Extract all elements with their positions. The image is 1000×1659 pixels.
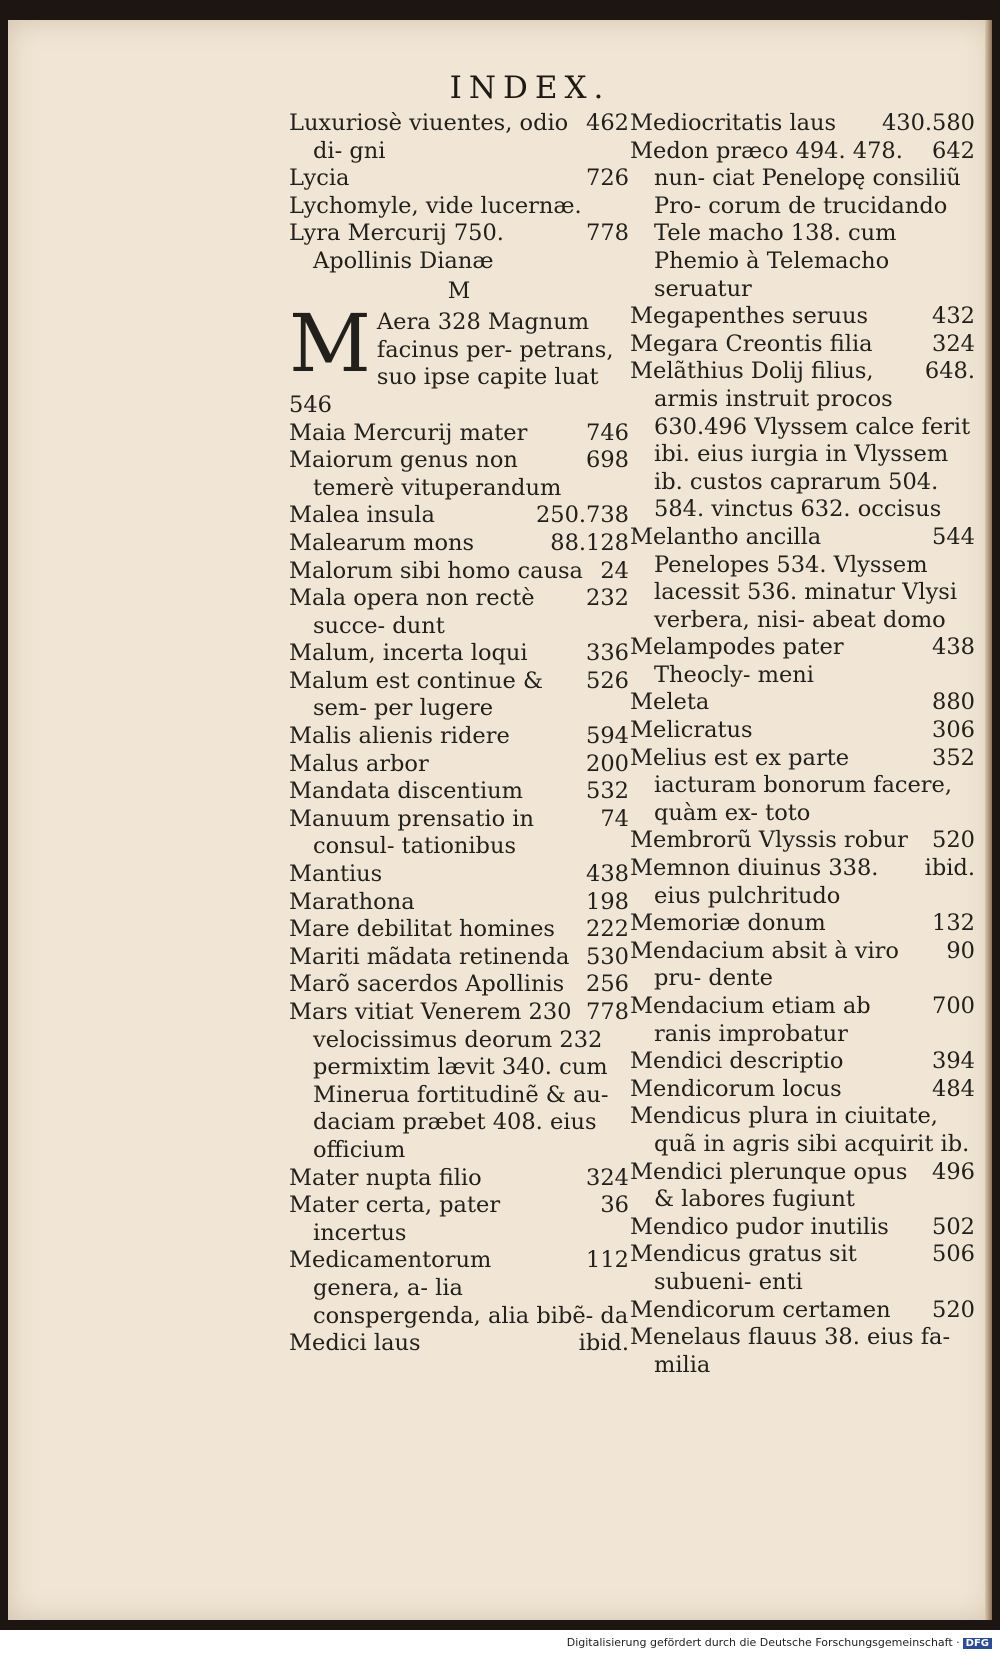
entry-text: Memoriæ donum [630, 910, 826, 937]
page-number: 462 [586, 110, 629, 136]
index-entry [630, 910, 975, 938]
page-number: 74 [600, 805, 629, 832]
entry-text: Membrorũ Vlyssis robur [630, 827, 908, 854]
page-header: INDEX. [449, 70, 611, 106]
entry-text: Melius est ex parte iacturam bonorum facere, quàm ex- toto [630, 744, 953, 826]
index-entry [289, 640, 629, 668]
index-entry [289, 420, 629, 448]
page-number: 250.738 [535, 502, 629, 529]
index-entry [630, 358, 975, 524]
index-entry [630, 1103, 975, 1158]
entry-text: Mendicus gratus sit subueni- enti [630, 1241, 857, 1295]
entry-text: Mendacium etiam ab ranis improbatur [630, 993, 871, 1047]
page-number: 506 [932, 1241, 975, 1268]
index-entry [630, 1048, 975, 1076]
index-entry [289, 1330, 629, 1358]
index-entry [289, 585, 629, 640]
page-number: 526 [586, 667, 629, 694]
entry-text: Marathona [289, 888, 415, 915]
entry-text: Mendici descriptio [630, 1048, 844, 1075]
entry-text: Menelaus flauus 38. eius fa- milia [630, 1324, 951, 1378]
index-entry [630, 745, 975, 828]
index-entry [289, 502, 629, 530]
page-number: 648. [924, 358, 975, 385]
digitization-credit [567, 1636, 992, 1649]
entry-text: Melampodes pater Theocly- meni [630, 634, 844, 688]
index-entry [289, 889, 629, 917]
index-entry [289, 1247, 629, 1330]
page-number: 700 [932, 993, 975, 1019]
index-entry [289, 668, 629, 723]
page-edge [985, 20, 992, 1620]
page-number: 198 [586, 888, 629, 915]
index-entry [630, 524, 975, 634]
entry-text: Mantius [289, 861, 383, 888]
page-number: 430.580 [881, 110, 975, 136]
index-entry [630, 1324, 975, 1379]
index-entry [289, 530, 629, 558]
entry-text: Maia Mercurij mater [289, 419, 528, 446]
index-entry [630, 1214, 975, 1242]
entry-text: Luxuriosè viuentes, odio di- gni [289, 110, 569, 164]
page-number: 222 [586, 916, 629, 943]
index-entry [630, 993, 975, 1048]
entry-text: Lychomyle, vide lucernæ. [289, 192, 582, 219]
page-number: 778 [586, 220, 629, 247]
index-entry [630, 827, 975, 855]
index-entry [289, 778, 629, 806]
entry-text: Mendico pudor inutilis [630, 1213, 889, 1240]
entry-text: Medon præco 494. 478. nun- ciat Penelopę consiliũ Pro- corum de trucidando Tele macho 138. cum Phemio à Telemacho seruatur [630, 137, 961, 302]
page-number: 256 [586, 971, 629, 998]
entry-text: Melãthius Dolij filius, armis instruit procos 630.496 Vlyssem calce ferit ibi. eius iurgia in Vlyssem ib. custos caprarum 504. 584. vinctus 632. occisus [630, 358, 971, 523]
index-entry [289, 944, 629, 972]
entry-text: Mandata discentium [289, 778, 523, 805]
page-number: 232 [586, 585, 629, 612]
page-number: 324 [586, 1164, 629, 1191]
entry-text: Meleta [630, 689, 710, 716]
index-entry [289, 861, 629, 889]
entry-text: Maiorum genus non temerè vituperandum [289, 447, 562, 501]
page-number: 642 [932, 137, 975, 164]
index-entry-dropcap [289, 297, 629, 419]
entry-text: Megapenthes seruus [630, 303, 869, 330]
index-entry [289, 1192, 629, 1247]
index-entry [289, 220, 629, 275]
entry-text: Mendacium absit à viro pru- dente [630, 937, 899, 992]
index-entry [289, 558, 629, 586]
page-number: 520 [932, 827, 975, 854]
page-number: 432 [932, 303, 975, 330]
page-number: 532 [586, 778, 629, 805]
left-column [289, 110, 629, 1358]
index-entry [630, 717, 975, 745]
dfg-logo: DFG [963, 1638, 992, 1649]
entry-text: Mendicus plura in ciuitate, quã in agris sibi acquirit ib. [630, 1103, 970, 1157]
page-number: 484 [932, 1075, 975, 1102]
credit-text: Digitalisierung gefördert durch die Deutsche Forschungsgemeinschaft · [566, 1636, 960, 1649]
entry-text: Mendicorum certamen [630, 1296, 891, 1323]
entry-text: Mater certa, pater incertus [289, 1192, 501, 1246]
index-entry [630, 1241, 975, 1296]
index-entry [630, 303, 975, 331]
entry-text: Manuum prensatio in consul- tationibus [289, 805, 534, 860]
right-column [630, 110, 975, 1379]
page-number: 698 [586, 447, 629, 474]
page-number: 394 [932, 1048, 975, 1075]
entry-text: Mars vitiat Venerem 230 velocissimus deorum 232 permixtim lævit 340. cum Minerua fortitudinẽ & au- daciam præbet 408. eius officium [289, 999, 609, 1163]
page-number: 438 [932, 634, 975, 661]
index-entry [289, 971, 629, 999]
index-entry [630, 689, 975, 717]
page-number: 502 [932, 1213, 975, 1240]
page-number: 520 [932, 1296, 975, 1323]
page-number: 438 [586, 861, 629, 888]
index-entry [289, 723, 629, 751]
index-entry [630, 331, 975, 359]
page-number: 544 [932, 523, 975, 550]
page-number: 530 [586, 943, 629, 970]
entry-text: Malum est continue & sem- per lugere [289, 667, 544, 722]
index-entry [289, 193, 629, 221]
index-entry [630, 938, 975, 993]
entry-text: Mendici plerunque opus & labores fugiunt [630, 1158, 908, 1213]
entry-text: Aera 328 Magnum facinus per- petrans, suo ipse capite luat 546 [289, 309, 614, 418]
page-number: 726 [586, 165, 629, 192]
index-entry [630, 138, 975, 304]
index-entry [630, 634, 975, 689]
index-entry [289, 447, 629, 502]
index-entry [630, 1159, 975, 1214]
page-number: 496 [932, 1158, 975, 1185]
index-entry [289, 110, 629, 165]
entry-text: Malorum sibi homo causa [289, 557, 583, 584]
page-number: 746 [586, 419, 629, 446]
entry-text: Melantho ancilla Penelopes 534. Vlyssem lacessit 536. minatur Vlysi verbera, nisi- abeat domo [630, 523, 958, 633]
entry-text: Medici laus [289, 1330, 421, 1357]
page-number: 324 [932, 330, 975, 357]
page-number: 352 [932, 744, 975, 771]
entry-text: Melicratus [630, 717, 753, 744]
index-entry [630, 855, 975, 910]
page-number: 778 [586, 999, 629, 1025]
entry-text: Malum, incerta loqui [289, 640, 528, 667]
entry-text: Mare debilitat homines [289, 916, 555, 943]
entry-text: Medicamentorum genera, a- lia conspergenda, alia bibẽ- da [289, 1247, 629, 1329]
page-number: 132 [932, 910, 975, 937]
page-number: 200 [586, 750, 629, 777]
page-number: 306 [932, 717, 975, 744]
page-number: 90 [946, 937, 975, 964]
drop-cap: M [289, 297, 371, 391]
entry-text: Memnon diuinus 338. eius pulchritudo [630, 855, 879, 909]
index-entry [289, 806, 629, 861]
entry-text: Mala opera non rectè succe- dunt [289, 585, 535, 639]
index-entry [289, 165, 629, 193]
index-entry [630, 1076, 975, 1104]
index-entry [289, 999, 629, 1165]
page-number: 880 [932, 689, 975, 716]
page-number: ibid. [578, 1330, 629, 1357]
entry-text: Marõ sacerdos Apollinis [289, 971, 565, 998]
page-number: 594 [586, 723, 629, 750]
index-entry [630, 1297, 975, 1325]
index-entry [289, 916, 629, 944]
page-number: 24 [600, 557, 629, 584]
entry-text: Malea insula [289, 502, 435, 529]
entry-text: Lyra Mercurij 750. Apollinis Dianæ [289, 220, 504, 274]
index-entry [289, 751, 629, 779]
index-entry [289, 1165, 629, 1193]
entry-text: Malis alienis ridere [289, 723, 510, 750]
page-number: 36 [600, 1192, 629, 1219]
entry-text: Lycia [289, 165, 350, 192]
entry-text: Megara Creontis filia [630, 330, 873, 357]
entry-text: Mariti mãdata retinenda [289, 943, 570, 970]
page-number: ibid. [924, 855, 975, 882]
page-number: 336 [586, 640, 629, 667]
entry-text: Mendicorum locus [630, 1075, 842, 1102]
entry-text: Malearum mons [289, 529, 475, 556]
index-entry [630, 110, 975, 138]
section-letter: M [447, 278, 471, 304]
page-number: 112 [586, 1247, 629, 1274]
entry-text: Malus arbor [289, 750, 429, 777]
entry-text: Mater nupta filio [289, 1164, 482, 1191]
page-number: 88.128 [550, 529, 629, 556]
entry-text: Mediocritatis laus [630, 110, 837, 136]
